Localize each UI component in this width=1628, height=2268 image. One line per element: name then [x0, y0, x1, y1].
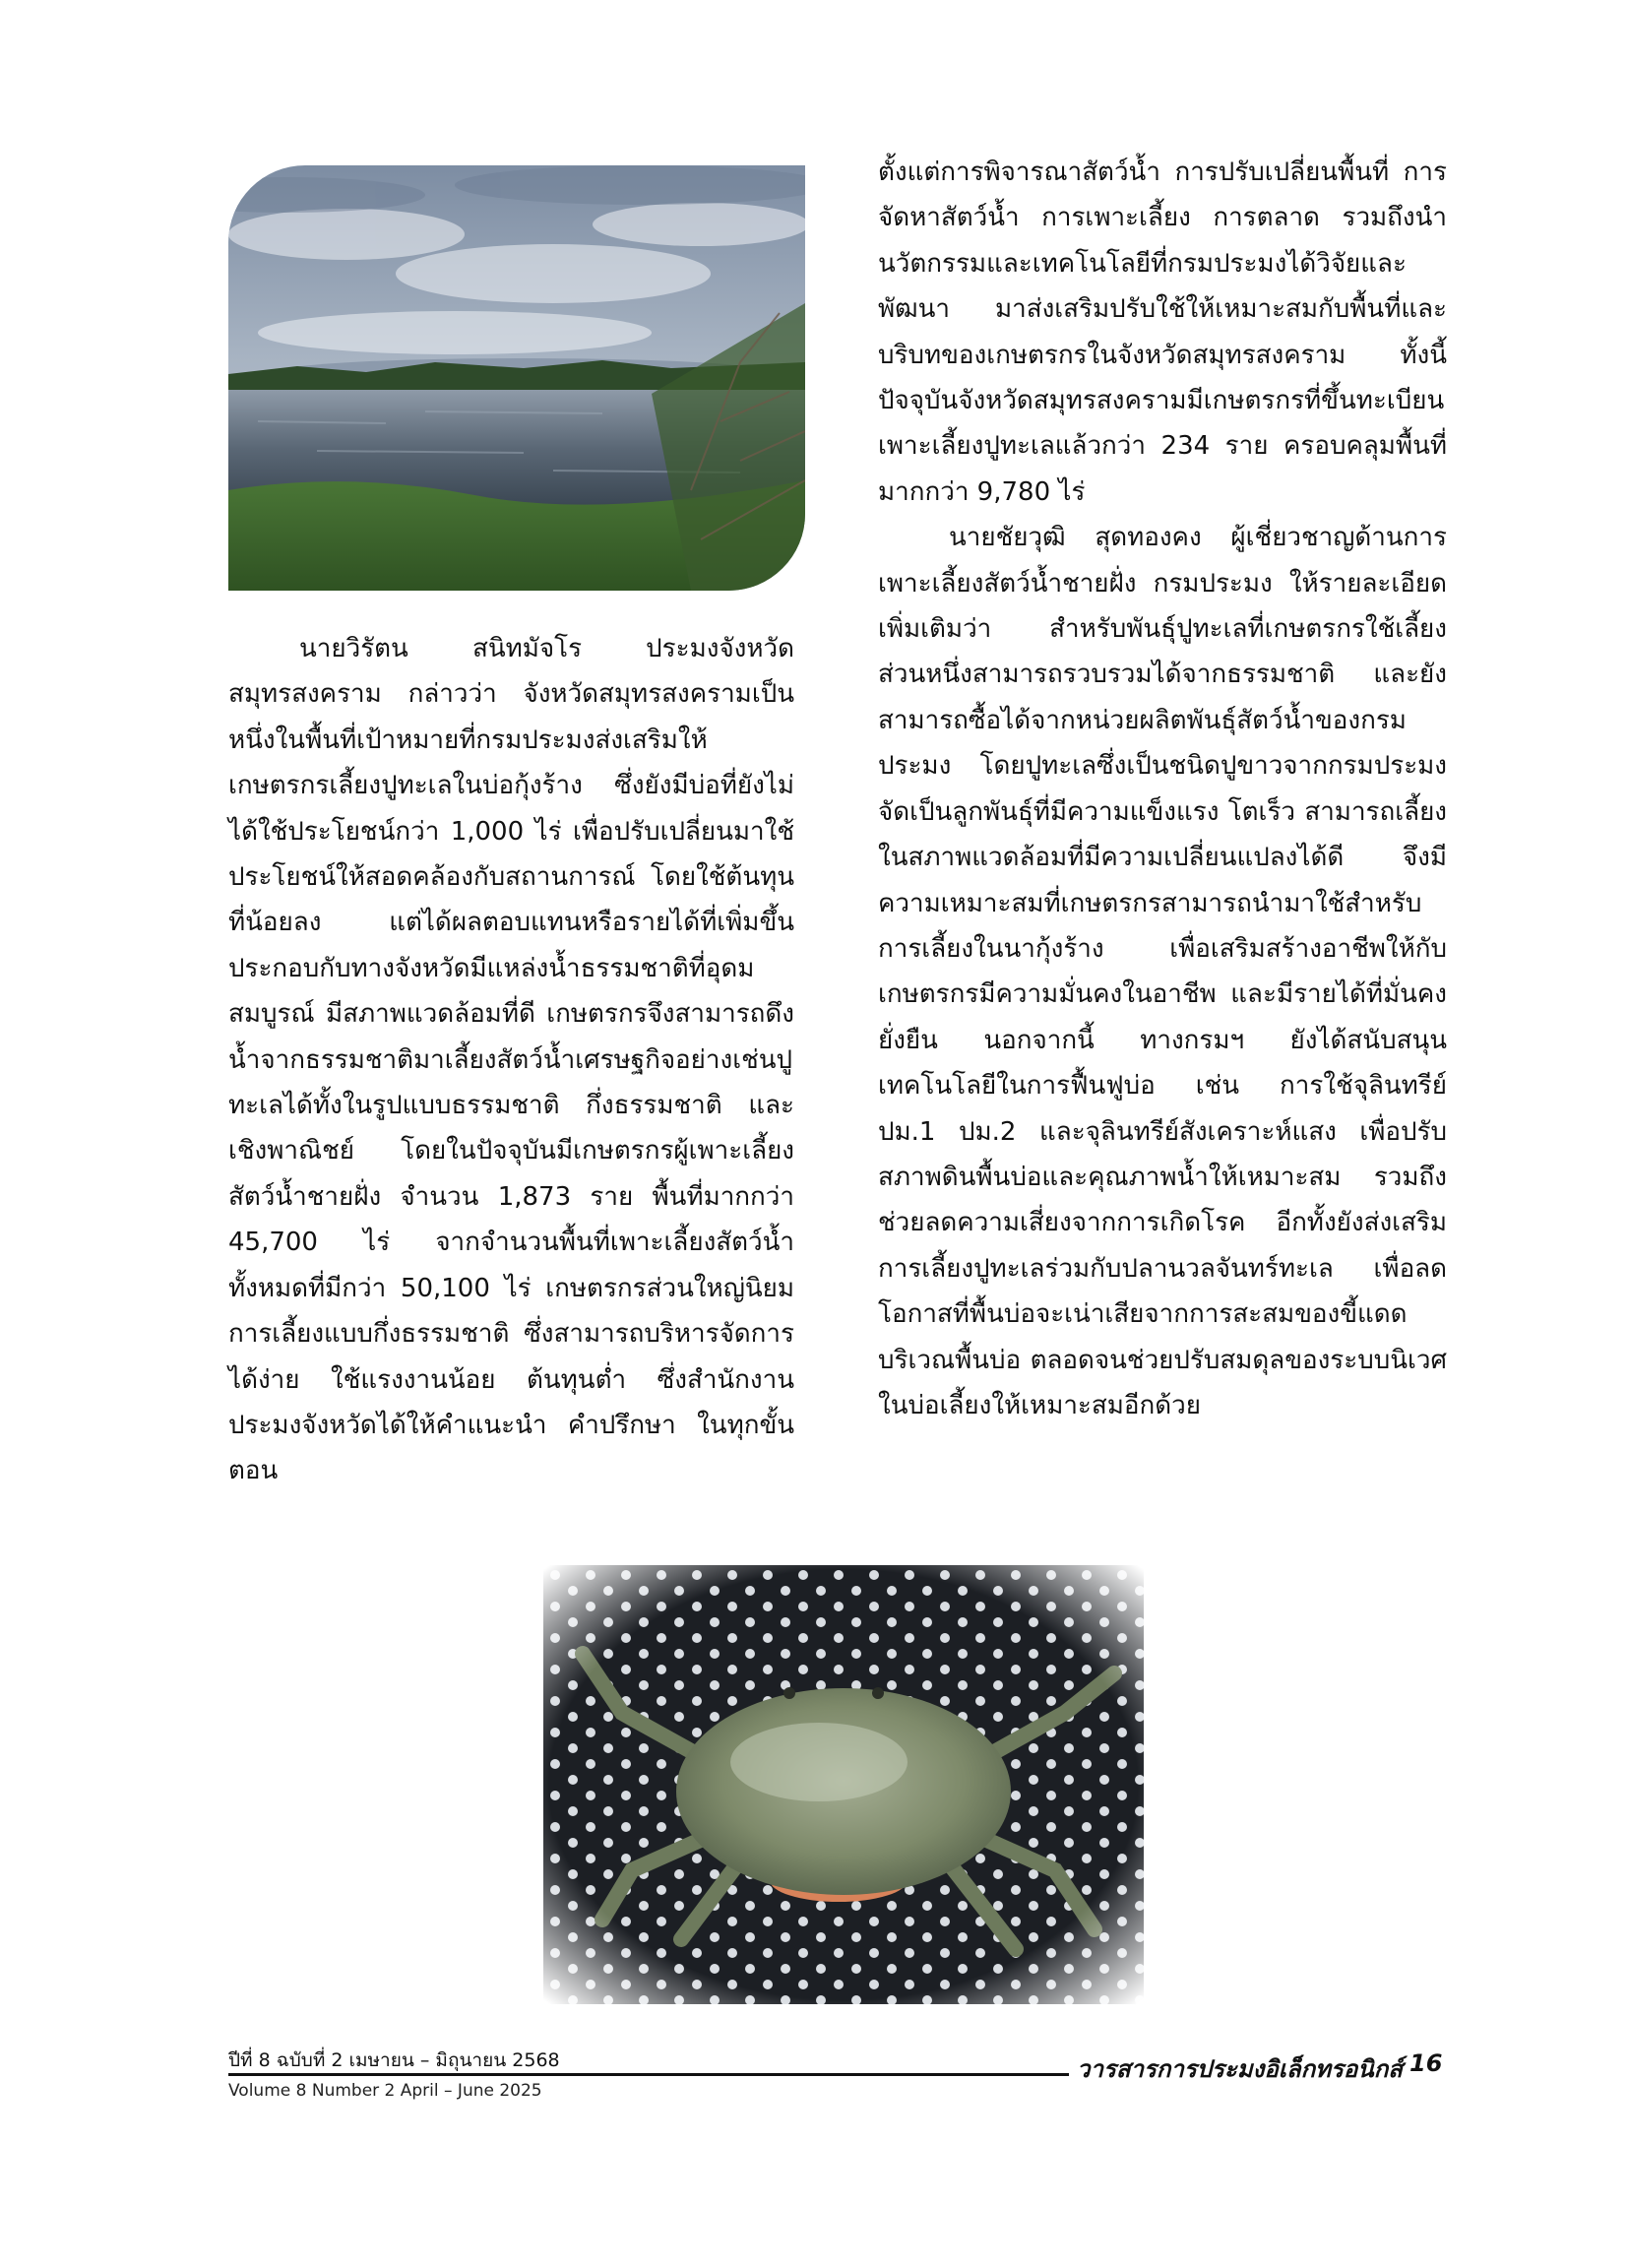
paragraph: นายชัยวุฒิ สุดทองคง ผู้เชี่ยวชาญด้านการเพาะเลี้ยงสัตว์น้ำชายฝั่ง กรมประมง ให้รายละเอียดเพิ่มเติมว่า สำหรับพันธุ์ปูทะเลที่เกษตรกรใช้เลี้ยง ส่วนหนึ่งสามารถรวบรวมได้จากธรรมชาติ และยังสามารถซื้อได้จากหน่วยผลิตพันธุ์สัตว์น้ำของกรมประมง โดยปูทะเลซึ่งเป็นชนิดปูขาวจากกรมประมง จัดเป็นลูกพันธุ์ที่มีความแข็งแรง โตเร็ว สามารถเลี้ยงในสภาพแวดล้อมที่มีความเปลี่ยนแปลงได้ดี จึงมีความเหมาะสมที่เกษตรกรสามารถนำมาใช้สำหรับการเลี้ยงในนากุ้งร้าง เพื่อเสริมสร้างอาชีพให้กับเกษตรกรมีความมั่นคงในอาชีพ และมีรายได้ที่มั่นคงยั่งยืน นอกจากนี้ ทางกรมฯ ยังได้สนับสนุนเทคโนโลยีในการฟื้นฟูบ่อ เช่น การใช้จุลินทรีย์ ปม.1 ปม.2 และจุลินทรีย์สังเคราะห์แสง เพื่อปรับสภาพดินพื้นบ่อและคุณภาพน้ำให้เหมาะสม รวมถึงช่วยลดความเสี่ยงจากการเกิดโรค อีกทั้งยังส่งเสริมการเลี้ยงปูทะเลร่วมกับปลานวลจันทร์ทะเล เพื่อลดโอกาสที่พื้นบ่อจะเน่าเสียจากการสะสมของขี้แดดบริเวณพื้นบ่อ ตลอดจนช่วยปรับสมดุลของระบบนิเวศในบ่อเลี้ยงให้เหมาะสมอีกด้วย	[878, 523, 1447, 1420]
paragraph: ตั้งแต่การพิจารณาสัตว์น้ำ การปรับเปลี่ยนพื้นที่ การจัดหาสัตว์น้ำ การเพาะเลี้ยง การตลาด รวมถึงนำนวัตกรรมและเทคโนโลยีที่กรมประมงได้วิจัยและพัฒนา มาส่งเสริมปรับใช้ให้เหมาะสมกับพื้นที่และบริบทของเกษตรกรในจังหวัดสมุทรสงคราม ทั้งนี้ ปัจจุบันจังหวัดสมุทรสงครามมีเกษตรกรที่ขึ้นทะเบียนเพาะเลี้ยงปูทะเลแล้วกว่า 234 ราย ครอบคลุมพื้นที่มากกว่า 9,780 ไร่	[878, 158, 1447, 507]
paragraph: นายวิรัตน สนิทมัจโร ประมงจังหวัดสมุทรสงคราม กล่าวว่า จังหวัดสมุทรสงครามเป็นหนึ่งในพื้นที่เป้าหมายที่กรมประมงส่งเสริมให้เกษตรกรเลี้ยงปูทะเลในบ่อกุ้งร้าง ซึ่งยังมีบ่อที่ยังไม่ได้ใช้ประโยชน์กว่า 1,000 ไร่ เพื่อปรับเปลี่ยนมาใช้ประโยชน์ให้สอดคล้องกับสถานการณ์ โดยใช้ต้นทุนที่น้อยลง แต่ได้ผลตอบแทนหรือรายได้ที่เพิ่มขึ้น ประกอบกับทางจังหวัดมีแหล่งน้ำธรรมชาติที่อุดมสมบูรณ์ มีสภาพแวดล้อมที่ดี เกษตรกรจึงสามารถดึงน้ำจากธรรมชาติมาเลี้ยงสัตว์น้ำเศรษฐกิจอย่างเช่นปูทะเลได้ทั้งในรูปแบบธรรมชาติ กึ่งธรรมชาติ และเชิงพาณิชย์ โดยในปัจจุบันมีเกษตรกรผู้เพาะเลี้ยงสัตว์น้ำชายฝั่ง จำนวน 1,873 ราย พื้นที่มากกว่า 45,700 ไร่ จากจำนวนพื้นที่เพาะเลี้ยงสัตว์น้ำทั้งหมดที่มีกว่า 50,100 ไร่ เกษตรกรส่วนใหญ่นิยมการเลี้ยงแบบกึ่งธรรมชาติ ซึ่งสามารถบริหารจัดการได้ง่าย ใช้แรงงานน้อย ต้นทุนต่ำ ซึ่งสำนักงานประมงจังหวัดได้ให้คำแนะนำ คำปรึกษา ในทุกขั้นตอน	[228, 634, 794, 1486]
lake-image	[228, 165, 805, 591]
footer-issue-thai: ปีที่ 8 ฉบับที่ 2 เมษายน – มิถุนายน 2568	[228, 2049, 560, 2071]
left-column-text	[228, 626, 794, 1494]
lake-photo	[228, 165, 805, 591]
crab-image	[543, 1565, 1144, 2004]
footer-divider	[228, 2073, 1069, 2076]
crab-photo	[543, 1565, 1144, 2004]
right-column-text	[878, 150, 1447, 1428]
footer-journal-name: วารสารการประมงอิเล็กทรอนิกส์	[1077, 2055, 1403, 2083]
page-number: 16	[1409, 2049, 1443, 2077]
footer-issue-english: Volume 8 Number 2 April – June 2025	[228, 2081, 542, 2101]
